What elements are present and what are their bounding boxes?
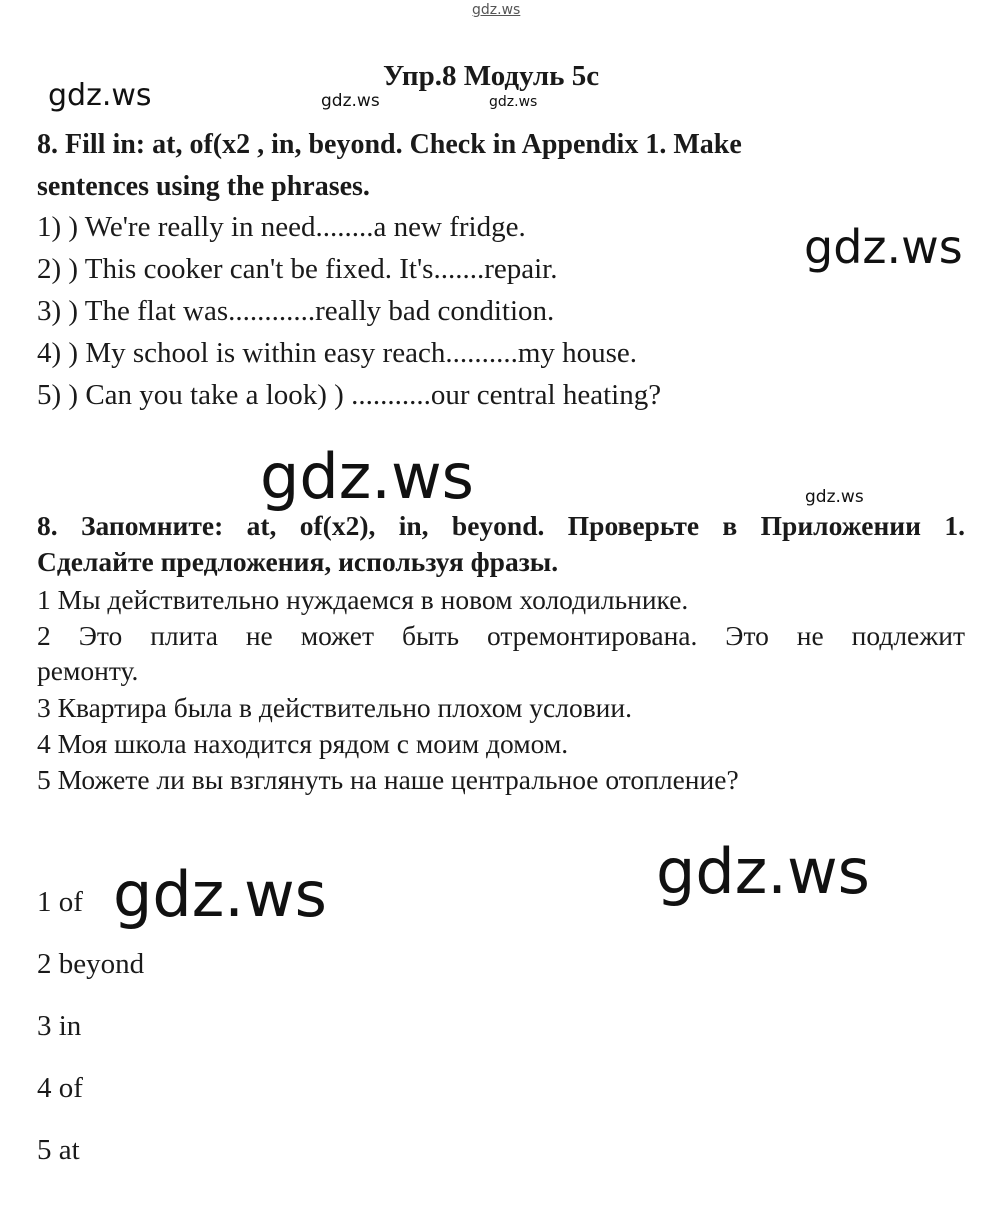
watermark-answers-left: gdz.ws [113, 858, 327, 931]
russian-sentence: 1 Мы действительно нуждаемся в новом холодильнике. [37, 584, 689, 615]
watermark-header-small: gdz.ws [489, 94, 538, 110]
watermark-right-small: gdz.ws [805, 487, 864, 507]
watermark-header-mid: gdz.ws [321, 91, 380, 111]
english-sentence: 5) ) Can you take a look) ) ...........our central heating? [37, 379, 662, 411]
page-title: Упр.8 Модуль 5с [383, 60, 600, 92]
russian-sentence: 2 Это плита не может быть отремонтирована. Это не подлежит [37, 620, 965, 651]
answer-item: 2 beyond [37, 948, 145, 980]
english-sentence: 2) ) This cooker can't be fixed. It's.......repair. [37, 253, 558, 285]
english-instruction-line2: sentences using the phrases. [37, 171, 370, 202]
russian-instruction-line1: 8. Запомните: at, of(x2), in, beyond. Проверьте в Приложении 1. [37, 510, 965, 541]
russian-sentence: 5 Можете ли вы взглянуть на наше центральное отопление? [37, 764, 739, 795]
answer-item: 5 at [37, 1134, 80, 1166]
russian-instruction-line2: Сделайте предложения, используя фразы. [37, 546, 559, 577]
watermark-right-upper: gdz.ws [804, 220, 963, 274]
russian-sentence: 3 Квартира была в действительно плохом условии. [37, 692, 632, 723]
answer-item: 1 of [37, 886, 83, 918]
russian-sentence: 4 Моя школа находится рядом с моим домом. [37, 728, 569, 759]
english-sentence: 1) ) We're really in need........a new fridge. [37, 211, 526, 243]
english-instruction-line1: 8. Fill in: at, of(x2 , in, beyond. Check in Appendix 1. Make [37, 129, 742, 160]
answer-item: 3 in [37, 1010, 82, 1042]
english-sentence: 3) ) The flat was............really bad condition. [37, 295, 555, 327]
answer-item: 4 of [37, 1072, 83, 1104]
russian-sentence-continuation: ремонту. [37, 655, 139, 686]
watermark-right-lower: gdz.ws [656, 835, 870, 908]
english-sentence: 4) ) My school is within easy reach..........my house. [37, 337, 638, 369]
watermark-header-left: gdz.ws [48, 78, 152, 113]
watermark-top[interactable]: gdz.ws [472, 2, 521, 18]
watermark-center-large: gdz.ws [260, 440, 474, 513]
